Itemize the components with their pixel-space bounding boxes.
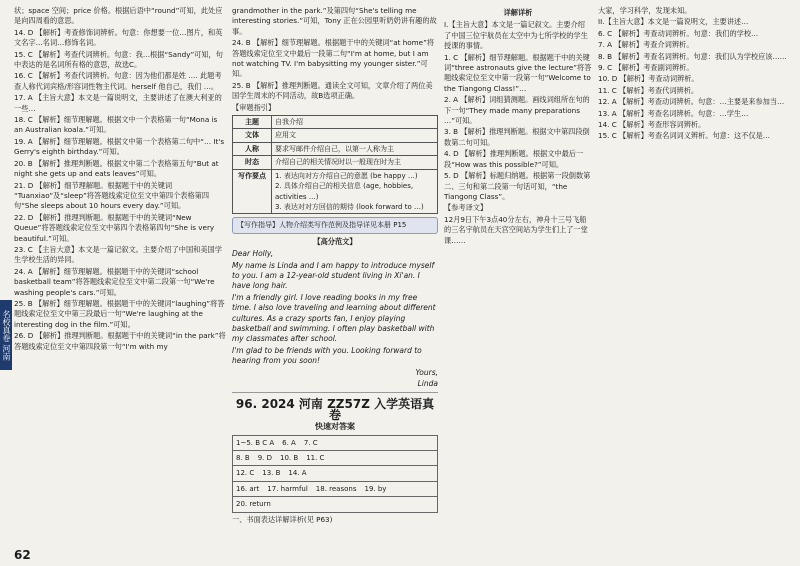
answer-paragraph: grandmother in the park.”及第四句“She's telling me interesting stories.”可知，Tony 正在公园里听奶奶讲有趣的故事。 <box>232 6 437 36</box>
column-3 <box>444 6 592 546</box>
answer-paragraph: 8. B 【解析】考查名词辨析。句意：我们认为学校应该…… <box>598 51 787 61</box>
answer-paragraph: 16. C 【解析】考查代词辨析。句意：因为他们都是姓 …. 此题考查人称代词宾格/形容词性物主代词。herself 他自己，我们 …。 <box>14 71 222 91</box>
plan-key: 时态 <box>233 156 272 169</box>
letter-line: I'm a friendly girl. I love reading books in my free time. I also love traveling and learning about different cultures. As a crazy sports fan, I enjoy playing basketball and swimming. I often play basketball with my classmates after school. <box>232 292 436 344</box>
answer-paragraph: 18. C 【解析】细节理解题。根据文中一个表格第一句“Mona is an Australian koala.”可知。 <box>14 115 218 135</box>
answer-paragraph: 9. C 【解析】考查副词辨析。 <box>598 63 694 73</box>
answer-paragraph: 7. A 【解析】考查介词辨析。 <box>598 40 694 50</box>
answer-cell: 16. art <box>236 484 260 493</box>
plan-value: 应用文 <box>272 129 438 142</box>
column-4 <box>598 6 794 546</box>
answer-cell: 9. D <box>257 454 273 463</box>
answer-paragraph: 13. A 【解析】考查名词辨析。句意：…学生… <box>598 108 749 118</box>
plan-key: 文体 <box>233 129 272 142</box>
answer-paragraph: 25. B 【解析】细节理解题。根据题干中的关键词“laughing”将答题线索定位至文中第三段最后一句“We're laughing at the interesting dog in the film.”可知。 <box>14 298 225 329</box>
answer-paragraph: 4. D 【解析】推理判断题。根据文中最后一段“How was this possible?”可知。 <box>444 149 584 169</box>
answer-paragraph: 24. B 【解析】细节理解题。根据题干中的关键词“at home”将答题线索定位至文中最后一段第二句“I'm at home, but I am not watching TV. I'm babysitting my younger sister.”可知。 <box>232 38 435 79</box>
answer-paragraph: 21. D 【解析】细节理解题。根据题干中的关键词 “Tuanxiao”及“sleep”将答题线索定位至文中第四个表格第四句“She sleeps about 10 hours every day.”可知。 <box>14 180 210 211</box>
answer-paragraph: II.【主旨大意】本文是一篇说明文，主要讲述… <box>598 17 749 27</box>
answer-paragraph: 22. D 【解析】推理判断题。根据题干中的关键词“New Queue”将答题线索定位至文中第四个表格第四句“She is very beautiful.”可知。 <box>14 212 215 243</box>
letter-line: Dear Holly, <box>232 249 274 259</box>
answer-cell: 8. B <box>236 454 250 463</box>
letter-line: I'm glad to be friends with you. Looking forward to hearing from you soon! <box>232 345 422 366</box>
answer-cell: 12. C <box>236 469 255 478</box>
letter-line: Linda <box>417 379 438 388</box>
answer-cell: 17. harmful <box>267 484 308 493</box>
answer-paragraph: 15. C 【解析】考查代词辨析。句意：我…根据“Sandy”可知，句中表达的是名词所有格的意思，故选C。 <box>14 49 223 70</box>
sample-title: 【高分范文】 <box>313 236 357 246</box>
answer-paragraph: 大家，学习科学，发现未知。 <box>598 6 692 15</box>
letter-line: Yours, <box>415 367 438 377</box>
answer-cell: 20. return <box>236 500 271 509</box>
answer-paragraph: 2. A 【解析】词组猜测题。画线词组所在句的下一句“They made many preparations …”可知。 <box>444 95 590 126</box>
quick-answer-title: 快速对答案 <box>315 422 355 432</box>
answer-cell: 1~5. B C A <box>236 438 275 447</box>
answer-cell: 6. A <box>282 438 296 447</box>
answer-row <box>233 435 438 450</box>
sample-letter <box>232 249 438 389</box>
answer-cell: 19. by <box>364 484 387 493</box>
answer-paragraph: 11. C 【解析】考查代词辨析。 <box>598 85 699 95</box>
answer-paragraph: 3. B 【解析】推理判断题。根据文中第四段倒数第二句可知。 <box>444 127 590 147</box>
answer-paragraph: 12. A 【解析】考查动词辨析。句意：…主要是来参加当… <box>598 97 785 107</box>
answer-paragraph: 12月9日下午3点40分左右，神舟十三号飞船的三名宇航员在天宫空间站为学生们上了一堂课…… <box>444 214 588 245</box>
answer-cell: 13. B <box>262 469 281 478</box>
answer-cell: 11. C <box>306 454 325 463</box>
column-2 <box>232 6 438 546</box>
plan-value: 1. 表达向对方介绍自己的意愿 (be happy …) 2. 具体介绍自己的相关信息 (age, hobbies, activities …) 3. 表达对对方回信的期待 (look forward to …) <box>272 169 438 214</box>
answer-paragraph: 14. D 【解析】考查修饰词辨析。句意：你想要一位…图片，和英文名字…名词…修饰名词。 <box>14 27 223 48</box>
answer-paragraph: 20. B 【解析】推理判断题。根据文中第二个表格第五句“But at night she gets up and eats leaves”可知。 <box>14 158 219 179</box>
plan-key: 人称 <box>233 142 272 155</box>
writing-plan-table <box>232 115 438 214</box>
answer-paragraph: I.【主旨大意】本文是一篇记叙文。主要介绍了中国三位宇航员在太空中为七所学校的学生授课的事情。 <box>444 20 588 51</box>
answer-row <box>233 497 438 512</box>
answer-paragraph: 25. B 【解析】推理判断题。通读全文可知，文章介绍了两位美国学生周末的不同活动，故B选项正确。 <box>232 80 433 101</box>
answer-paragraph: 23. C 【主旨大意】本文是一篇记叙文。主要介绍了中国和美国学生学校生活的异同。 <box>14 244 222 265</box>
plan-value: 自我介绍 <box>272 116 438 129</box>
plan-value: 要求写邮件介绍自己，以第一人称为主 <box>272 142 438 155</box>
answer-row <box>233 466 438 481</box>
writing-guide-banner: 【写作指导】人物介绍类写作范例及指导详见本册 P15 <box>232 217 438 233</box>
column-3-title: 详解详析 <box>503 8 533 17</box>
answer-paragraph: 19. A 【解析】细节理解题。根据文中第一个表格第二句中“… It's Gerry's eighth birthday.”可知。 <box>14 136 225 157</box>
detail-note: 一、书面表达详解详析(见 P63) <box>232 514 333 524</box>
answer-paragraph: 状；space 空间；price 价格。根据后语中“round”可知，此处应是向四周看的意思。 <box>14 6 223 26</box>
answer-paragraph: 14. C 【解析】考查形容词辨析。 <box>598 120 706 130</box>
answer-paragraph: 【审题指引】 <box>232 102 276 112</box>
answer-row <box>233 481 438 496</box>
answer-cell: 7. C <box>303 438 318 447</box>
page-number: 62 <box>14 548 31 562</box>
side-tab: 名校真卷 河南 <box>0 300 12 370</box>
answer-paragraph: 24. A 【解析】细节理解题。根据题干中的关键词“school basketball team”将答题线索定位至文中第二段第一句“We're washing people's cars.”可知。 <box>14 266 215 297</box>
answer-paragraph: 17. A 【主旨大意】本文是一篇说明文，主要讲述了在澳大利亚的一些… <box>14 93 222 113</box>
answer-cell: 10. B <box>280 454 299 463</box>
plan-value: 介绍自己的相关情况时以一般现在时为主 <box>272 156 438 169</box>
answer-paragraph: 6. C 【解析】考查动词辨析。句意：我们的学校… <box>598 28 759 38</box>
answer-paragraph: 1. C 【解析】细节理解题。根据题干中的关键词“three astronauts give the lecture”将答题线索定位至文中第一段第一句“Welcome to the Tiangong Class!”… <box>444 52 592 93</box>
plan-key: 主题 <box>233 116 272 129</box>
answer-cell: 14. A <box>288 469 307 478</box>
answer-table <box>232 435 438 513</box>
letter-line: My name is Linda and I am happy to introduce myself to you. I am a 12-year-old student living in Xi'an. I have long hair. <box>232 260 435 291</box>
answer-row <box>233 451 438 466</box>
answer-paragraph: 15. C 【解析】考查名词词义辨析。句意：这不仅是… <box>598 131 770 141</box>
answer-paragraph: 【参考译文】 <box>444 203 488 213</box>
answer-paragraph: 5. D 【解析】标题归纳题。根据第一段倒数第二、三句和第二段第一句话可知，“the Tiangong Class”。 <box>444 171 591 201</box>
answer-cell: 18. reasons <box>315 484 357 493</box>
exam-title: 96. 2024 河南 ZZ57Z 入学英语真卷 <box>235 397 435 422</box>
column-1 <box>14 6 226 546</box>
answer-paragraph: 10. D 【解析】考查动词辨析。 <box>598 74 699 84</box>
answer-paragraph: 26. D 【解析】推理判断题。根据题干中的关键词“in the park”将答题线索定位至文中第四段第一句“I'm with my <box>14 331 226 351</box>
plan-key: 写作要点 <box>233 169 272 214</box>
